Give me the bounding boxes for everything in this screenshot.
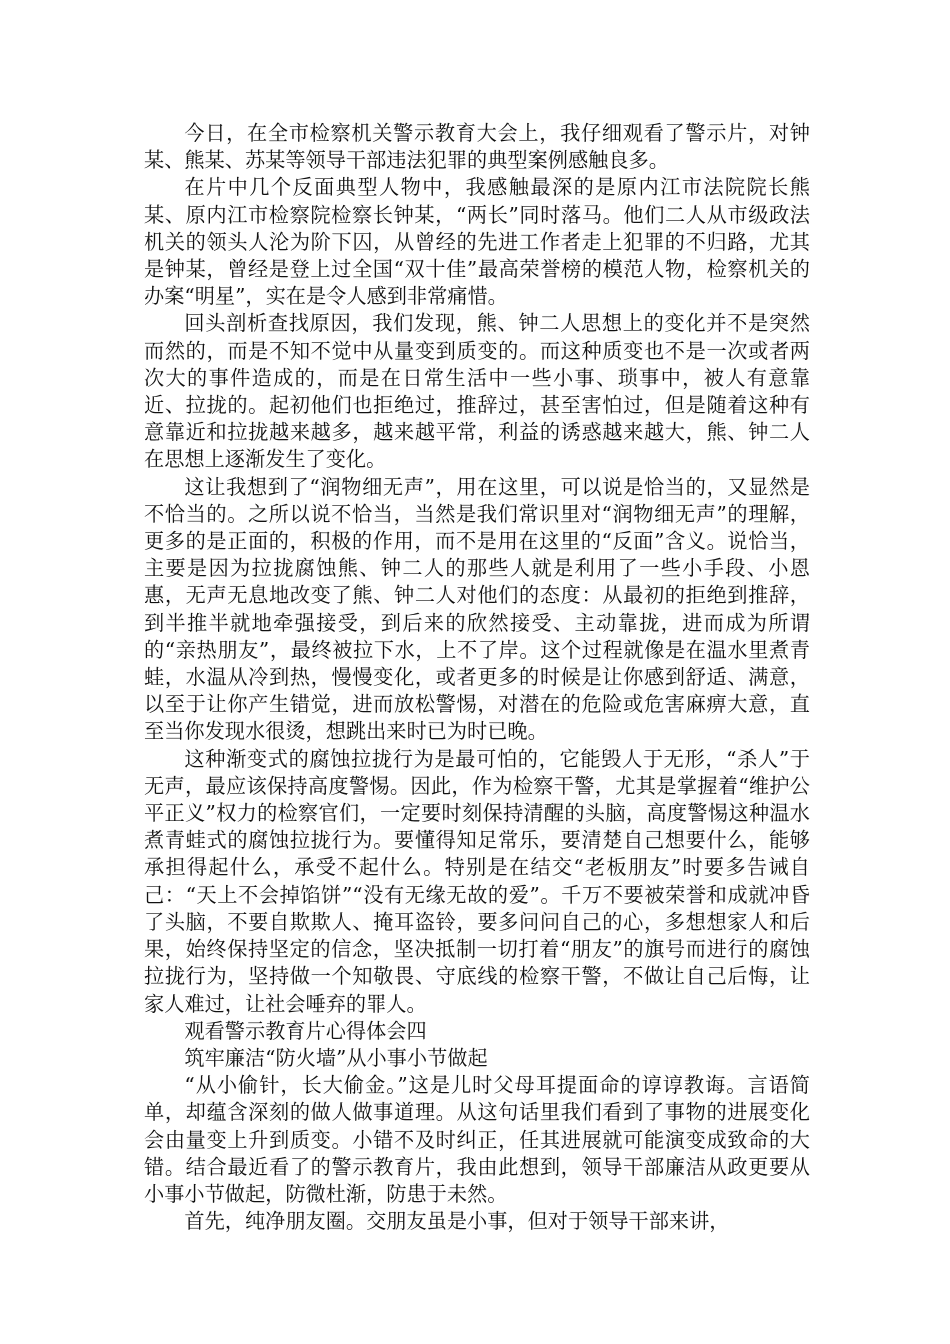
document-body — [144, 120, 810, 1235]
paragraph-friend-circle: 首先，纯净朋友圈。交朋友虽是小事，但对于领导干部来讲， — [184, 1209, 730, 1234]
paragraph-small-matters: “从小偷针，长大偷金。”这是儿时父母耳提面命的谆谆教诲。言语简单，却蕴含深刻的做人做事道理。从这句话里我们看到了事物的进展变化会由量变上升到质变。小错不及时纠正，任其进展就可能演变成致命的大错。结合最近看了的警示教育片，我由此想到，领导干部廉洁从政更要从小事小节做起，防微杜渐，防患于未然。 — [144, 1073, 810, 1206]
section-subheading: 筑牢廉洁“防火墙”从小事小节做起 — [184, 1045, 488, 1070]
paragraph-intro: 今日，在全市检察机关警示教育大会上，我仔细观看了警示片，对钟某、熊某、苏某等领导干部违法犯罪的典型案例感触良多。 — [144, 121, 810, 173]
paragraph-cause-analysis: 回头剖析查找原因，我们发现，熊、钟二人思想上的变化并不是突然而然的，而是不知不觉中从量变到质变的。而这种质变也不是一次或者两次大的事件造成的，而是在日常生活中一些小事、琐事中，被人有意靠近、拉拢的。起初他们也拒绝过，推辞过，甚至害怕过，但是随着这种有意靠近和拉拢越来越多，越来越平常，利益的诱惑越来越大，熊、钟二人在思想上逐渐发生了变化。 — [144, 311, 810, 472]
section-heading: 观看警示教育片心得体会四 — [184, 1018, 427, 1043]
paragraph-typical-figures: 在片中几个反面典型人物中，我感触最深的是原内江市法院院长熊某、原内江市检察院检察长钟某，“两长”同时落马。他们二人从市级政法机关的领头人沦为阶下囚，从曾经的先进工作者走上犯罪的不归路，尤其是钟某，曾经是登上过全国“双十佳”最高荣誉榜的模范人物，检察机关的办案“明星”，实在是令人感到非常痛惜。 — [144, 175, 810, 309]
paragraph-vigilance: 这种渐变式的腐蚀拉拢行为是最可怕的，它能毁人于无形，“杀人”于无声，最应该保持高度警惕。因此，作为检察干警，尤其是掌握着“维护公平正义”权力的检察官们，一定要时刻保持清醒的头脑，高度警惕这种温水煮青蛙式的腐蚀拉拢行为。要懂得知足常乐，要清楚自己想要什么，能够承担得起什么，承受不起什么。特别是在结交“老板朋友”时要多告诫自己：“天上不会掉馅饼”“没有无缘无故的爱”。千万不要被荣誉和成就冲昏了头脑，不要自欺欺人、掩耳盗铃，要多问问自己的心，多想想家人和后果，始终保持坚定的信念，坚决抵制一切打着“朋友”的旗号而进行的腐蚀拉拢行为，坚持做一个知敬畏、守底线的检察干警，不做让自己后悔，让家人难过，让社会唾弃的罪人。 — [144, 746, 810, 1016]
paragraph-silent-influence: 这让我想到了“润物细无声”，用在这里，可以说是恰当的，又显然是不恰当的。之所以说不恰当，当然是我们常识里对“润物细无声”的理解，更多的是正面的，积极的作用，而不是用在这里的“反面”含义。说恰当，主要是因为拉拢腐蚀熊、钟二人的那些人就是利用了一些小手段、小恩惠，无声无息地改变了熊、钟二人对他们的态度：从最初的拒绝到推辞，到半推半就地牵强接受，到后来的欣然接受、主动靠拢，进而成为所谓的“亲热朋友”，最终被拉下水，上不了岸。这个过程就像是在温水里煮青蛙，水温从冷到热，慢慢变化，或者更多的时候是让你感到舒适、满意，以至于让你产生错觉，进而放松警惕，对潜在的危险或危害麻痹大意，直至当你发现水很烫，想跳出来时已为时已晚。 — [144, 474, 810, 744]
